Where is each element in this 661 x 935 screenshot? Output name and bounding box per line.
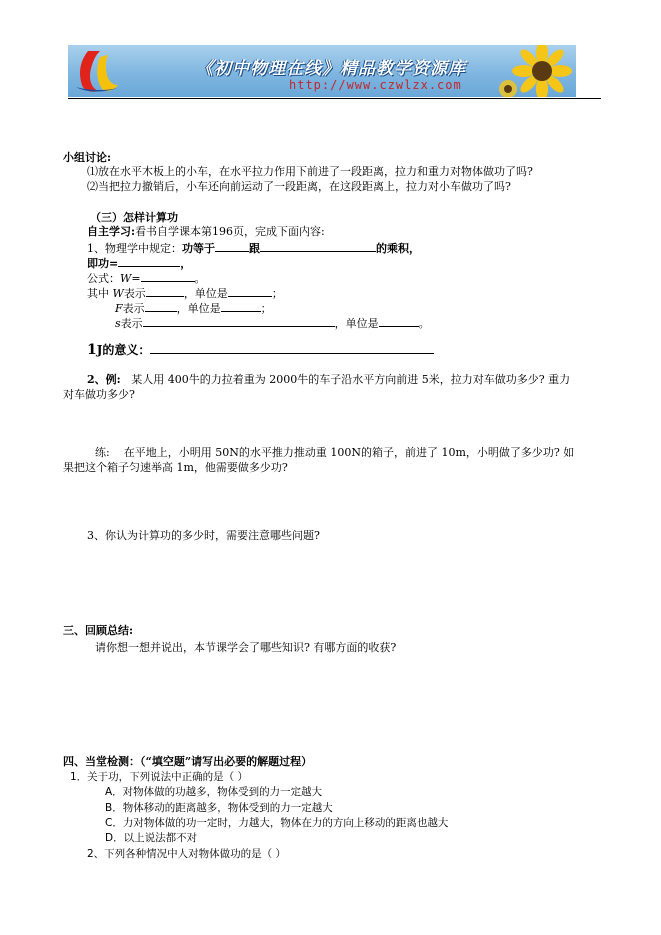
blank-f-meaning[interactable] — [145, 300, 177, 312]
blank-f-unit[interactable] — [221, 300, 261, 312]
where-prefix: 其中 — [87, 287, 109, 300]
w-represents: 表示 — [123, 287, 146, 300]
discussion-question-1: ⑴放在水平木板上的小车，在水平拉力作用下前进了一段距离，拉力和重力对物体做功了吗? — [87, 165, 533, 178]
blank-work-equals[interactable] — [118, 255, 180, 267]
banner-url: http://www.czwlzx.com — [289, 78, 462, 92]
self-study-label: 自主学习: — [87, 225, 136, 238]
header-banner — [68, 45, 576, 97]
blank-force[interactable] — [215, 240, 249, 252]
blank-joule-meaning[interactable] — [150, 342, 434, 354]
w-semicolon: ； — [271, 287, 283, 300]
check-question-1: 1．关于功，下列说法中正确的是（ ） — [70, 771, 249, 783]
formula-line — [87, 270, 206, 286]
check-question-2: 2、下列各种情况中人对物体做功的是（ ） — [87, 848, 287, 860]
self-study-text: 看书自学课本第196页，完成下面内容: — [135, 225, 325, 238]
w-unit-is: ，单位是 — [183, 287, 228, 300]
formula-equals: = — [131, 272, 141, 285]
group-discussion-heading: 小组讨论: — [63, 151, 112, 164]
check-heading: 四、当堂检测：（“填空题”请写出必要的解题过程） — [63, 755, 313, 768]
work-equals-end: ， — [180, 257, 192, 270]
self-study-line — [87, 225, 325, 239]
practice-text-1: 在平地上，小明用 50N的水平推力推动重 100N的箱子，前进了 10m，小明做了多少功? 如 — [123, 446, 575, 459]
f-unit-is: ，单位是 — [176, 302, 221, 315]
review-text: 请你想一想并说出，本节课学会了哪些知识? 有哪方面的收获? — [95, 641, 397, 654]
s-period: 。 — [418, 317, 430, 330]
definition-prefix: 1、物理学中规定： — [87, 242, 182, 255]
check-q1-option-d: D．以上说法都不对 — [105, 832, 198, 844]
example-label: 2、例: — [87, 373, 121, 386]
where-w-line — [87, 285, 283, 301]
joule-meaning-line — [87, 342, 434, 357]
check-q1-option-b: B．物体移动的距离越多，物体受到的力一定越大 — [105, 802, 333, 814]
practice-line-1 — [95, 446, 574, 460]
practice-label: 练: — [95, 446, 110, 459]
s-symbol: s — [115, 317, 121, 330]
joule-meaning-label: J的意义： — [96, 343, 151, 357]
s-unit-is: ，单位是 — [334, 317, 379, 330]
site-logo-icon — [70, 47, 124, 95]
blank-s-unit[interactable] — [379, 315, 419, 327]
review-heading: 三、回顾总结: — [63, 624, 134, 637]
f-semicolon: ； — [260, 302, 272, 315]
formula-w-symbol: W — [120, 272, 132, 285]
blank-formula[interactable] — [141, 270, 195, 282]
where-f-line — [115, 300, 272, 316]
work-equals-label: 即功= — [87, 257, 119, 270]
item-3-question: 3、你认为计算功的多少时，需要注意哪些问题? — [87, 529, 320, 542]
banner-title: 《初中物理在线》精品教学资源库 — [196, 59, 466, 79]
discussion-question-2: ⑵当把拉力撤销后，小车还向前运动了一段距离，在这段距离上，拉力对小车做功了吗? — [87, 180, 511, 193]
blank-s-meaning[interactable] — [143, 315, 335, 327]
blank-distance[interactable] — [260, 240, 376, 252]
definition-part-c: 的乘积， — [376, 242, 420, 255]
header-divider — [68, 98, 601, 99]
formula-end: 。 — [194, 272, 206, 285]
work-equals-line — [87, 255, 191, 271]
definition-part-a: 功等于 — [182, 242, 215, 255]
section-3-heading: （三）怎样计算功 — [90, 211, 178, 224]
practice-text-2: 果把这个箱子匀速举高 1m，他需要做多少功? — [63, 461, 288, 474]
check-q1-option-a: A．对物体做的功越多，物体受到的力一定越大 — [105, 786, 323, 798]
blank-w-unit[interactable] — [228, 285, 272, 297]
s-represents: 表示 — [120, 317, 143, 330]
w-symbol: W — [112, 287, 124, 300]
definition-part-b: 跟 — [249, 242, 260, 255]
check-q1-option-c: C．力对物体做的功一定时，力越大，物体在力的方向上移动的距离也越大 — [105, 817, 449, 829]
joule-meaning-num: 1 — [87, 342, 97, 358]
f-symbol: F — [115, 302, 123, 315]
blank-w-meaning[interactable] — [146, 285, 184, 297]
f-represents: 表示 — [122, 302, 145, 315]
sunflower-icon — [496, 45, 576, 97]
example-text-2: 对车做功多少? — [63, 388, 135, 401]
where-s-line — [115, 315, 430, 331]
example-line-1 — [87, 373, 570, 387]
formula-label: 公式： — [87, 272, 120, 285]
example-text-1: 某人用 400牛的力拉着重为 2000牛的车子沿水平方向前进 5米，拉力对车做功多少? 重力 — [131, 373, 571, 386]
definition-line — [87, 240, 420, 256]
